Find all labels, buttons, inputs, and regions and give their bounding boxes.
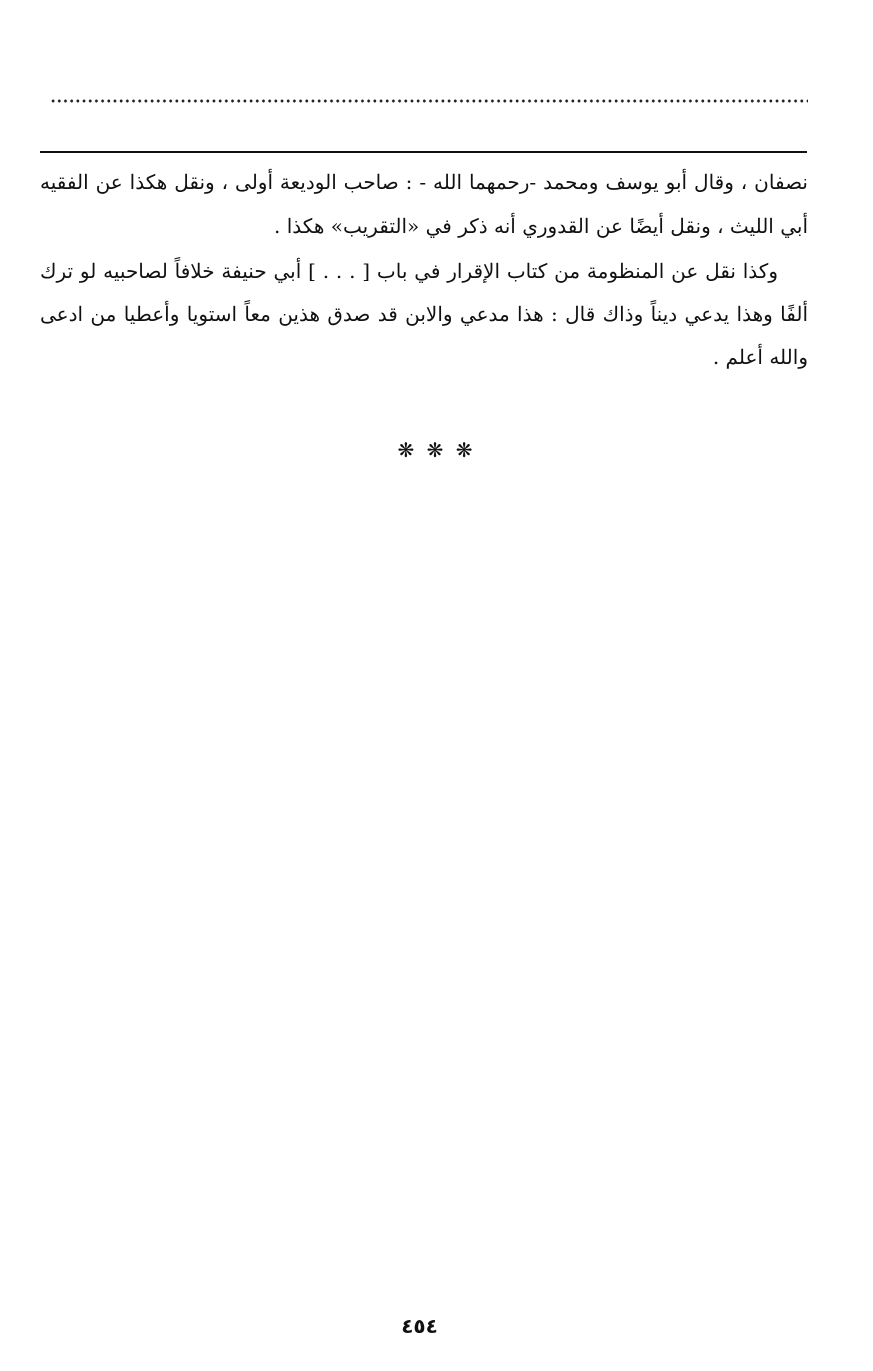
- dotted-rule: [50, 96, 808, 106]
- paragraph-2: وكذا نقل عن المنظومة من كتاب الإقرار في باب [ . . . ] أبي حنيفة خلافاً لصاحبيه لو ترك ألفًا وهذا يدعي ديناً وذاك قال : هذا مدعي والابن قد صدق هذين معاً استويا وأعطيا من ادعى والله أعلم .: [40, 259, 808, 369]
- section-separator: ❋ ❋ ❋: [397, 438, 476, 462]
- footnote-rule: [40, 151, 807, 153]
- page-number: ٤٥٤: [401, 1314, 438, 1338]
- paragraph-1: نصفان ، وقال أبو يوسف ومحمد -رحمهما الله - : صاحب الوديعة أولى ، ونقل هكذا عن الفقيه أبي الليث ، ونقل أيضًا عن القدوري أنه ذكر في «التقريب» هكذا .: [40, 170, 808, 238]
